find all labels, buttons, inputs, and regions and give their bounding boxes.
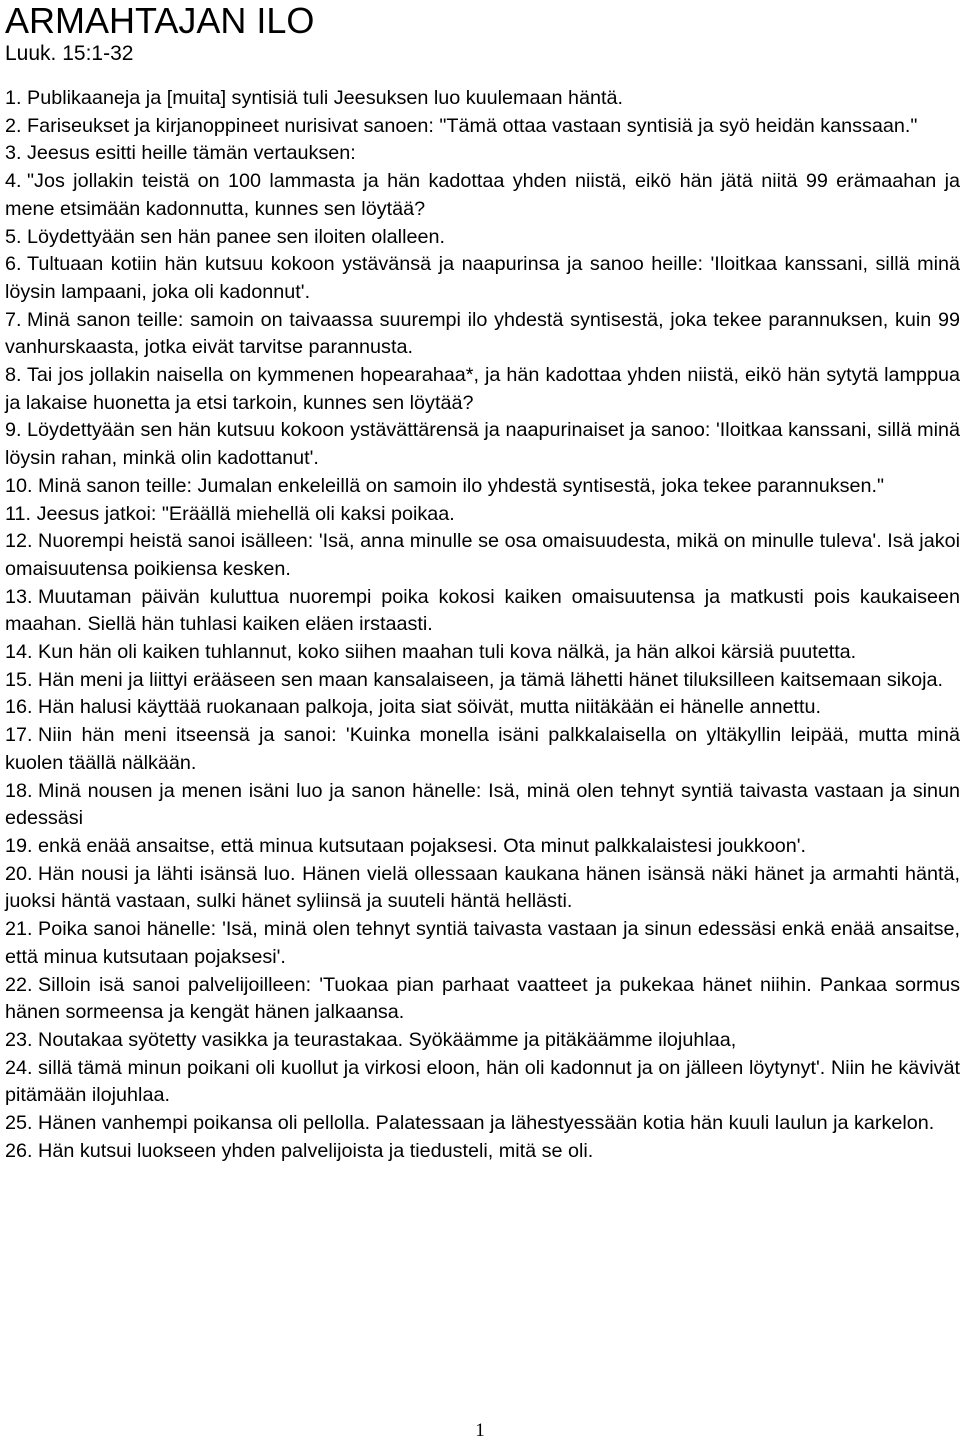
page-number: 1 — [475, 1420, 485, 1441]
verse-23 — [5, 1027, 960, 1055]
verse-15 — [5, 667, 960, 695]
verse-number: 10. — [5, 474, 33, 497]
verse-number: 8. — [5, 364, 22, 387]
verse-20 — [5, 861, 960, 916]
verse-number: 1. — [5, 87, 22, 109]
verse-text: Niin hän meni itseensä ja sanoi: 'Kuinka monella isäni palkkalaisella on yltäkyllin leipää, mutta minä kuolen täällä nälkään. — [5, 724, 960, 774]
verse-text: Jeesus jatkoi: "Eräällä miehellä oli kaksi poikaa. — [36, 502, 455, 525]
verse-12 — [5, 528, 960, 583]
verse-number: 11. — [5, 502, 32, 525]
verse-number: 15. — [5, 668, 33, 691]
verse-number: 25. — [5, 1112, 33, 1135]
verse-13 — [5, 584, 960, 639]
verse-text: Tai jos jollakin naisella on kymmenen hopearahaa*, ja hän kadottaa yhden niistä, eikö hän sytytä lamppua ja lakaise huonetta ja etsi tarkoin, kunnes sen löytää? — [5, 364, 960, 414]
verse-5 — [5, 224, 960, 252]
verse-number: 26. — [5, 1139, 33, 1162]
verse-text: Fariseukset ja kirjanoppineet nurisivat sanoen: "Tämä ottaa vastaan syntisiä ja syö heidän kanssaan." — [27, 114, 918, 137]
verse-14 — [5, 639, 960, 667]
verse-text: Minä sanon teille: Jumalan enkeleillä on samoin ilo yhdestä syntisestä, joka tekee parannuksen." — [38, 474, 885, 497]
verse-text: Hänen vanhempi poikansa oli pellolla. Palatessaan ja lähestyessään kotia hän kuuli laulun ja karkelon. — [38, 1112, 935, 1135]
verse-1 — [5, 85, 960, 113]
verse-text: Löydettyään sen hän panee sen iloiten olalleen. — [27, 225, 445, 248]
verse-text: Nuorempi heistä sanoi isälleen: 'Isä, anna minulle se osa omaisuudesta, mikä on minulle tuleva'. Isä jakoi omaisuutensa poikiensa kesken. — [5, 530, 960, 580]
verse-number: 18. — [5, 779, 33, 802]
verse-number: 21. — [5, 918, 33, 941]
verse-number: 2. — [5, 114, 22, 137]
verse-24 — [5, 1055, 960, 1110]
verse-text: "Jos jollakin teistä on 100 lammasta ja hän kadottaa yhden niistä, eikö hän jätä niitä 99 erämaahan ja mene etsimään kadonnutta, kunnes sen löytää? — [5, 170, 960, 220]
verse-text: Hän halusi käyttää ruokanaan palkoja, joita siat söivät, mutta niitäkään ei hänelle annettu. — [38, 696, 821, 719]
document-page — [5, 0, 960, 1165]
verse-11 — [5, 501, 960, 529]
verse-19 — [5, 833, 960, 861]
verse-number: 13. — [5, 585, 33, 608]
verse-text: Publikaaneja ja [muita] syntisiä tuli Jeesuksen luo kuulemaan häntä. — [27, 87, 624, 109]
verse-number: 12. — [5, 530, 33, 553]
verse-number: 20. — [5, 862, 33, 885]
verse-number: 6. — [5, 253, 22, 276]
verse-16 — [5, 694, 960, 722]
verse-text: sillä tämä minun poikani oli kuollut ja virkosi eloon, hän oli kadonnut ja on jälleen löytynyt'. Niin he kävivät pitämään ilojuhlaa. — [5, 1056, 960, 1107]
verse-26 — [5, 1138, 960, 1166]
scripture-reference: Luuk. 15:1-32 — [5, 42, 134, 65]
verse-18 — [5, 778, 960, 833]
verse-text: Muutaman päivän kuluttua nuorempi poika kokosi kaiken omaisuutensa ja matkusti pois kaukaiseen maahan. Siellä hän tuhlasi kaiken eläen irstaasti. — [5, 585, 960, 636]
verse-text: Hän kutsui luokseen yhden palvelijoista ja tiedusteli, mitä se oli. — [38, 1139, 594, 1162]
verse-number: 4. — [5, 170, 22, 193]
verse-number: 14. — [5, 641, 33, 664]
verse-text: Minä nousen ja menen isäni luo ja sanon hänelle: Isä, minä olen tehnyt syntiä taivasta vastaan ja sinun edessäsi — [5, 779, 960, 830]
verse-6 — [5, 251, 960, 306]
verse-8 — [5, 362, 960, 417]
verse-text: Noutakaa syötetty vasikka ja teurastakaa. Syökäämme ja pitäkäämme ilojuhlaa, — [38, 1028, 737, 1051]
document-title: ARMAHTAJAN ILO — [5, 0, 315, 41]
verse-10 — [5, 473, 960, 501]
verse-text: Löydettyään sen hän kutsuu kokoon ystävättärensä ja naapurinaiset ja sanoo: 'Iloitkaa kanssani, sillä minä löysin rahan, minkä olin kadottanut'. — [5, 419, 960, 470]
verse-number: 22. — [5, 973, 33, 996]
verse-text: Kun hän oli kaiken tuhlannut, koko siihen maahan tuli kova nälkä, ja hän alkoi kärsiä puutetta. — [38, 641, 857, 664]
verse-number: 17. — [5, 724, 33, 747]
verse-list — [5, 85, 960, 1165]
verse-17 — [5, 722, 960, 777]
verse-3 — [5, 140, 960, 168]
verse-number: 23. — [5, 1028, 33, 1051]
verse-text: Hän nousi ja lähti isänsä luo. Hänen vielä ollessaan kaukana hänen isänsä näki hänet ja armahti häntä, juoksi häntä vastaan, sulki hänet syliinsä ja suuteli häntä hellästi. — [5, 862, 960, 913]
verse-2 — [5, 113, 960, 141]
verse-7 — [5, 307, 960, 362]
verse-25 — [5, 1110, 960, 1138]
verse-text: enkä enää ansaitse, että minua kutsutaan pojaksesi. Ota minut palkkalaistesi joukkoon'. — [38, 834, 807, 857]
verse-text: Silloin isä sanoi palvelijoilleen: 'Tuokaa pian parhaat vaatteet ja pukekaa hänet niihin. Pankaa sormus hänen sormeensa ja kengät hänen jalkaansa. — [5, 973, 960, 1024]
verse-9 — [5, 417, 960, 472]
verse-number: 24. — [5, 1056, 33, 1079]
verse-number: 7. — [5, 308, 22, 331]
verse-number: 16. — [5, 696, 33, 719]
verse-number: 3. — [5, 142, 22, 165]
verse-4 — [5, 168, 960, 223]
verse-text: Minä sanon teille: samoin on taivaassa suurempi ilo yhdestä syntisestä, joka tekee parannuksen, kuin 99 vanhurskaasta, jotka eivät tarvitse parannusta. — [5, 308, 960, 359]
verse-21 — [5, 916, 960, 971]
verse-number: 5. — [5, 225, 22, 248]
verse-number: 19. — [5, 834, 33, 857]
verse-22 — [5, 972, 960, 1027]
verse-text: Poika sanoi hänelle: 'Isä, minä olen tehnyt syntiä taivasta vastaan ja sinun edessäsi enkä enää ansaitse, että minua kutsutaan pojaksesi'. — [5, 918, 960, 968]
verse-text: Tultuaan kotiin hän kutsuu kokoon ystävänsä ja naapurinsa ja sanoo heille: 'Iloitkaa kanssani, sillä minä löysin lampaani, joka oli kadonnut'. — [5, 253, 960, 303]
verse-text: Jeesus esitti heille tämän vertauksen: — [27, 142, 356, 165]
verse-text: Hän meni ja liittyi erääseen sen maan kansalaiseen, ja tämä lähetti hänet tiluksilleen kaitsemaan sikoja. — [38, 668, 943, 691]
verse-number: 9. — [5, 419, 22, 442]
